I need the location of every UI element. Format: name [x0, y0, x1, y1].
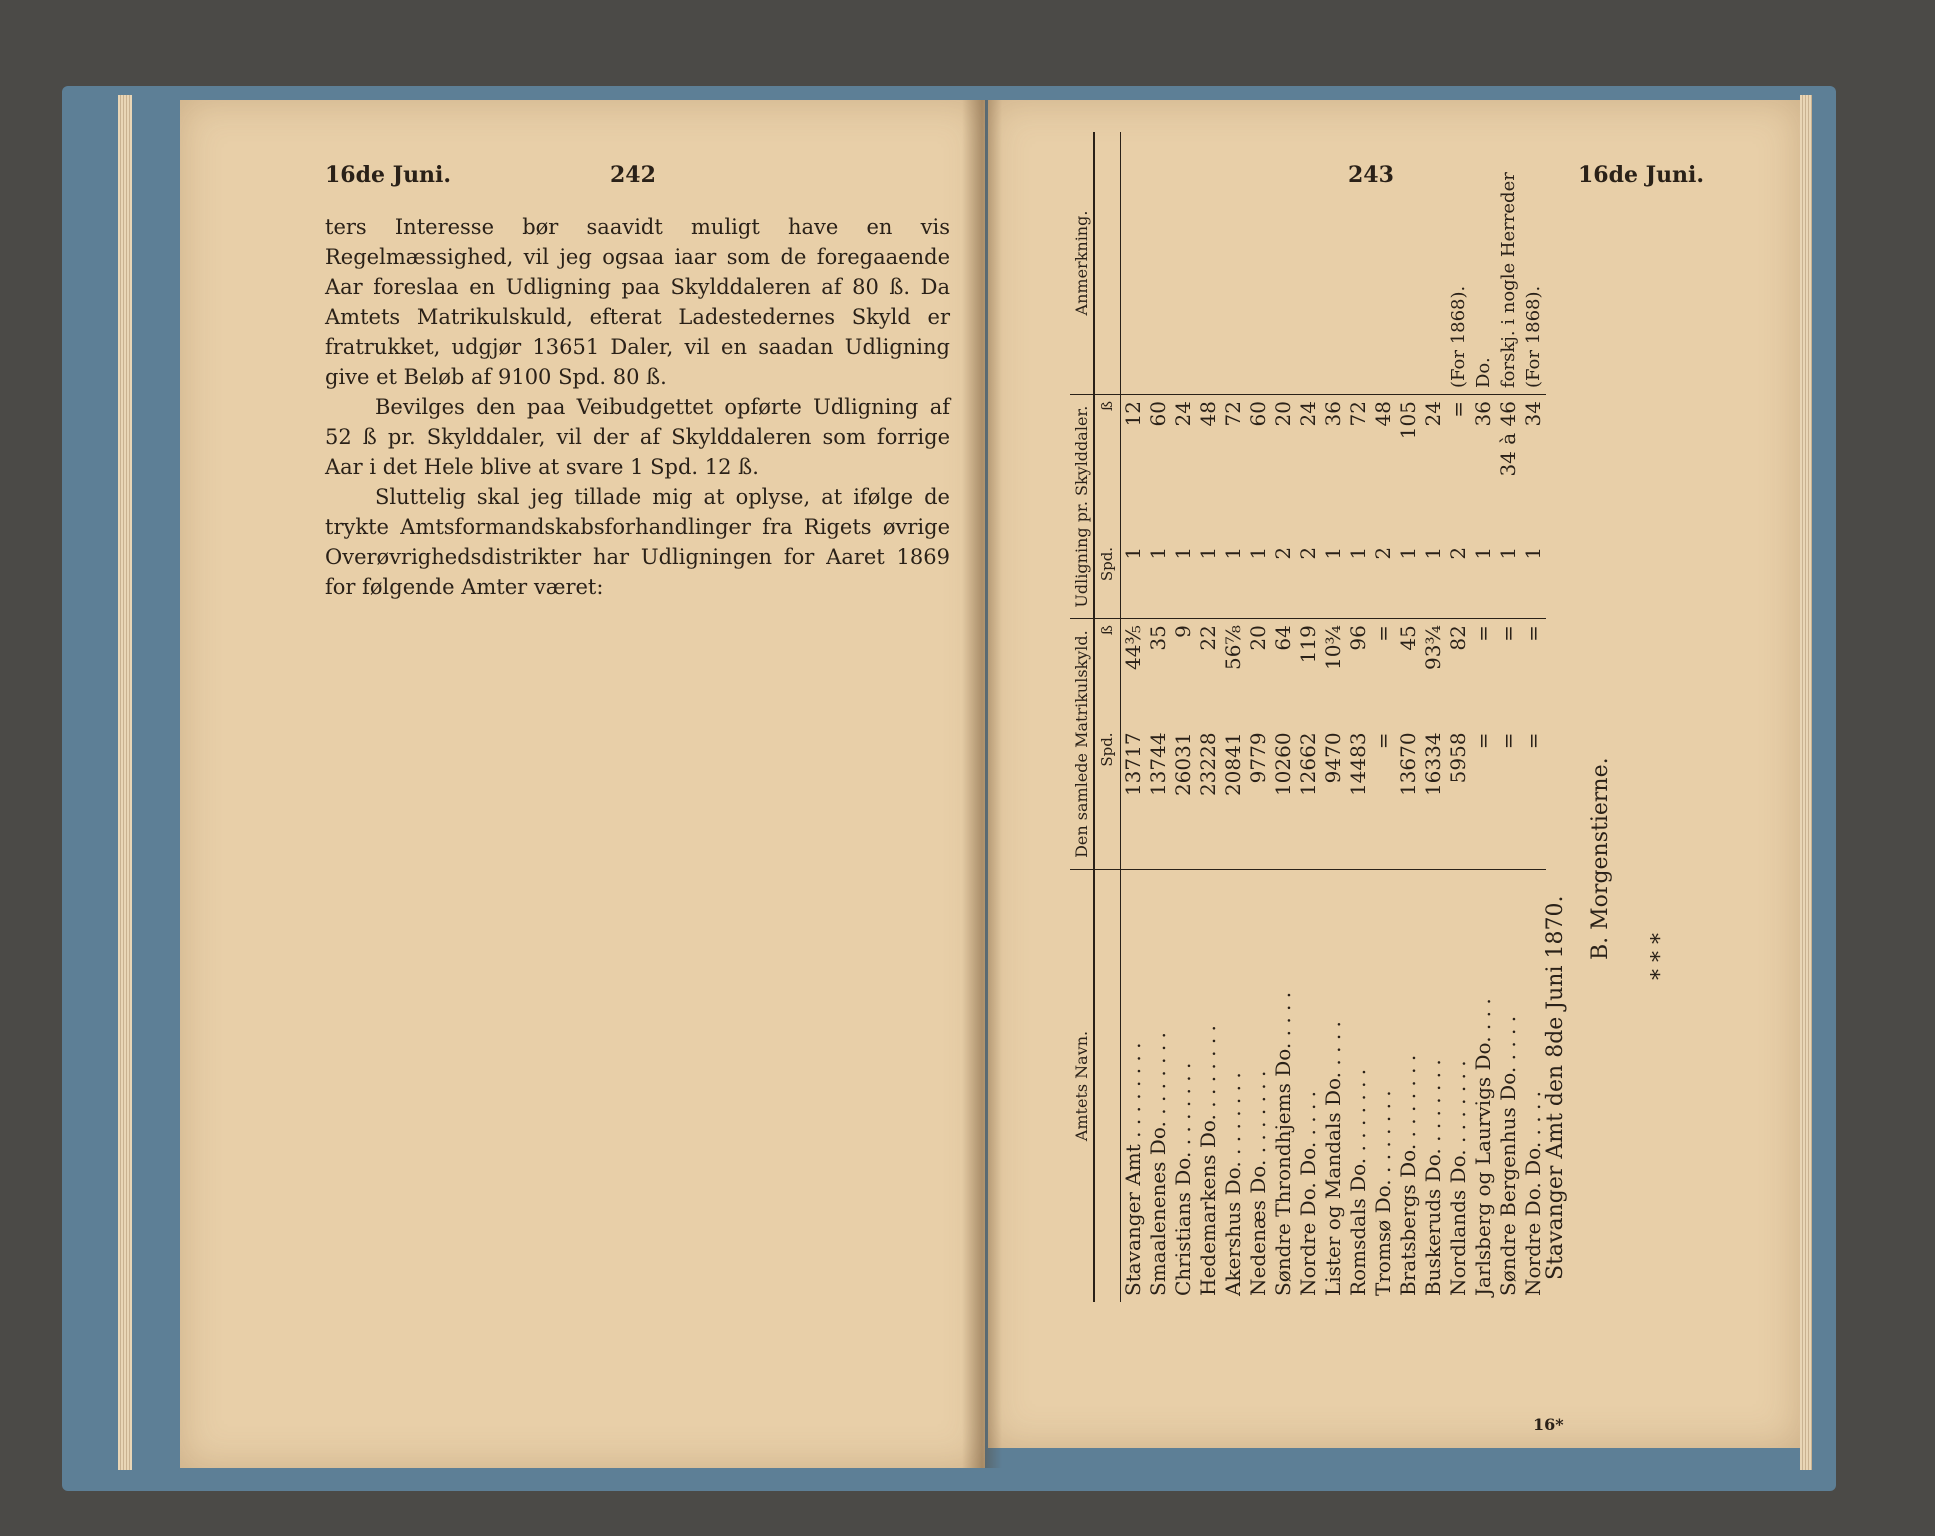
unit-cell: ß — [1094, 395, 1121, 541]
amt-name-cell: Romsdals Do. . . . . . . . — [1346, 1068, 1370, 1296]
udligning-sk-cell: 60 — [1246, 401, 1270, 427]
udligning-sk-cell: 48 — [1371, 401, 1395, 427]
right-page — [988, 100, 1800, 1448]
running-head-left: 16de Juni. — [325, 162, 452, 188]
matrikul-sk-cell: 20 — [1246, 625, 1270, 651]
udligning-spd-cell: 1 — [1246, 541, 1271, 619]
signature: B. Morgenstierne. — [1588, 757, 1613, 960]
matrikul-sk-cell: 10¾ — [1321, 625, 1345, 670]
table-row — [1246, 132, 1271, 1302]
matrikul-spd-cell: = — [1521, 726, 1546, 869]
udligning-sk-cell: 72 — [1221, 401, 1245, 427]
matrikul-sk-cell: 44⅗ — [1121, 625, 1145, 670]
amt-name-cell: Stavanger Amt . . . . . . . . — [1121, 1042, 1145, 1296]
matrikul-spd-cell: 16334 — [1421, 726, 1446, 869]
anmerkning-cell — [1346, 132, 1371, 395]
matrikul-spd-cell: 14483 — [1346, 726, 1371, 869]
matrikul-sk-cell: 22 — [1196, 625, 1220, 651]
matrikul-sk-cell: = — [1471, 625, 1495, 642]
matrikul-spd-cell: 13670 — [1396, 726, 1421, 869]
paragraph-3: Sluttelig skal jeg tillade mig at oplyse, at ifølge de trykte Amtsformandskabsforhandlinger fra Rigets øvrige Overøvrighedsdistrikter har Udligningen for Aaret 1869 for følgende Amter været: — [325, 485, 950, 599]
left-page — [180, 100, 985, 1468]
amt-name-cell: Buskeruds Do. . . . . . . . — [1421, 1059, 1445, 1296]
udligning-spd-cell: 2 — [1296, 541, 1321, 619]
matrikul-sk-cell: = — [1521, 625, 1545, 642]
udligning-spd-cell: 1 — [1396, 541, 1421, 619]
paragraph-1: ters Interesse bør saavidt muligt have en vis Regelmæssighed, vil jeg ogsaa iaar som de foregaaende Aar foreslaa en Udligning paa Skylddaleren af 80 ß. Da Amtets Matrikulskuld, efterat Ladestedernes Skyld er fratrukket, udgjør 13651 Daler, vil en saadan Udligning give et Beløb af 9100 Spd. 80 ß. — [325, 215, 950, 389]
udligning-sk-cell: 34 — [1521, 401, 1545, 427]
anmerkning-cell — [1196, 132, 1221, 395]
udligning-spd-cell: 1 — [1221, 541, 1246, 619]
amt-name-cell: Akershus Do. . . . . . . . — [1221, 1072, 1245, 1296]
udligning-table — [1070, 132, 1546, 1302]
unit-cell — [1094, 870, 1121, 1303]
amt-name-cell: Hedemarkens Do. . . . . . . . — [1196, 1025, 1220, 1296]
anmerkning-cell — [1146, 132, 1171, 395]
matrikul-spd-cell: 23228 — [1196, 726, 1221, 869]
matrikul-spd-cell: 13717 — [1121, 726, 1147, 869]
anmerkning-cell — [1296, 132, 1321, 395]
matrikul-sk-cell: 9 — [1171, 625, 1195, 638]
matrikul-sk-cell: 56⅞ — [1221, 625, 1245, 670]
matrikul-spd-cell: 12662 — [1296, 726, 1321, 869]
unit-row — [1094, 132, 1121, 1302]
udligning-sk-cell: 72 — [1346, 401, 1370, 427]
anmerkning-cell: (For 1868). — [1521, 132, 1546, 395]
matrikul-sk-cell: = — [1371, 625, 1395, 642]
amt-name-cell: Tromsø Do. . . . . . . . — [1371, 1090, 1395, 1296]
amt-name-cell: Nordre Do. Do. . . . . — [1296, 1090, 1320, 1296]
anmerkning-cell — [1121, 132, 1147, 395]
udligning-spd-cell: 1 — [1121, 541, 1147, 619]
matrikul-sk-cell: 35 — [1146, 625, 1170, 651]
amt-name-cell: Jarlsberg og Laurvigs Do. . . . — [1471, 998, 1495, 1296]
udligning-spd-cell: 1 — [1171, 541, 1196, 619]
table-row — [1471, 132, 1496, 1302]
udligning-spd-cell: 1 — [1521, 541, 1546, 619]
amt-name-cell: Nordlands Do. . . . . . . . — [1446, 1060, 1470, 1296]
matrikul-sk-cell: = — [1496, 625, 1520, 642]
table-row — [1146, 132, 1171, 1302]
udligning-spd-cell: 2 — [1271, 541, 1296, 619]
anmerkning-cell — [1421, 132, 1446, 395]
amt-name-cell: Lister og Mandals Do. . . . . — [1321, 1021, 1345, 1296]
page-signature: 16* — [1533, 1415, 1564, 1434]
amt-name-cell: Christians Do. . . . . . . . — [1171, 1062, 1195, 1296]
page-number-left: 242 — [610, 162, 656, 188]
table-row — [1121, 132, 1147, 1302]
anmerkning-cell: Do. — [1471, 132, 1496, 395]
matrikul-spd-cell: 9470 — [1321, 726, 1346, 869]
col-header-matrikulskyld: Den samlede Matrikulskyld. — [1070, 619, 1094, 870]
amt-name-cell: Smaalenenes Do. . . . . . . . — [1146, 1032, 1170, 1296]
table-row — [1321, 132, 1346, 1302]
unit-cell — [1094, 132, 1121, 395]
anmerkning-cell — [1171, 132, 1196, 395]
matrikul-sk-cell: 45 — [1396, 625, 1420, 651]
table-row — [1371, 132, 1396, 1302]
gutter-shadow — [962, 100, 1002, 1468]
matrikul-sk-cell: 96 — [1346, 625, 1370, 651]
anmerkning-cell — [1246, 132, 1271, 395]
udligning-sk-cell: 20 — [1271, 401, 1295, 427]
udligning-spd-cell: 1 — [1496, 541, 1521, 619]
amt-name-cell: Søndre Throndhjems Do. . . . . — [1271, 991, 1295, 1296]
udligning-sk-cell: 60 — [1146, 401, 1170, 427]
col-header-udligning: Udligning pr. Skylddaler. — [1070, 395, 1094, 619]
udligning-sk-cell: 34 à 46 — [1496, 401, 1520, 477]
udligning-spd-cell: 1 — [1346, 541, 1371, 619]
udligning-sk-cell: 36 — [1471, 401, 1495, 427]
paragraph-2: Bevilges den paa Veibudgettet opførte Udligning af 52 ß pr. Skylddaler, vil der af Skylddaleren som forrige Aar i det Hele blive at svare 1 Spd. 12 ß. — [325, 395, 950, 479]
table-row — [1346, 132, 1371, 1302]
matrikul-sk-cell: 93¾ — [1421, 625, 1445, 670]
table-row — [1421, 132, 1446, 1302]
matrikul-spd-cell: 26031 — [1171, 726, 1196, 869]
anmerkning-cell: (For 1868). — [1446, 132, 1471, 395]
rotated-table-area — [1070, 132, 1550, 1302]
udligning-spd-cell: 1 — [1321, 541, 1346, 619]
udligning-sk-cell: = — [1446, 401, 1470, 418]
anmerkning-cell — [1396, 132, 1421, 395]
udligning-sk-cell: 105 — [1396, 401, 1420, 440]
table-row — [1296, 132, 1321, 1302]
table-row — [1496, 132, 1521, 1302]
amt-name-cell: Nedenæs Do. . . . . . . . — [1246, 1070, 1270, 1296]
anmerkning-cell — [1371, 132, 1396, 395]
udligning-sk-cell: 36 — [1321, 401, 1345, 427]
udligning-spd-cell: 1 — [1421, 541, 1446, 619]
matrikul-spd-cell: 13744 — [1146, 726, 1171, 869]
udligning-sk-cell: 48 — [1196, 401, 1220, 427]
unit-cell: ß — [1094, 619, 1121, 727]
anmerkning-cell — [1321, 132, 1346, 395]
udligning-sk-cell: 24 — [1296, 401, 1320, 427]
matrikul-sk-cell: 119 — [1296, 625, 1320, 664]
udligning-sk-cell: 24 — [1421, 401, 1445, 427]
table-row — [1196, 132, 1221, 1302]
amt-name-cell: Nordre Do. Do. . . . . — [1521, 1090, 1545, 1296]
left-page-body — [325, 212, 950, 602]
col-header-amt: Amtets Navn. — [1070, 870, 1094, 1303]
unit-cell: Spd. — [1094, 726, 1121, 869]
unit-cell: Spd. — [1094, 541, 1121, 619]
amt-name-cell: Søndre Bergenhus Do. . . . . — [1496, 1015, 1520, 1296]
matrikul-spd-cell: = — [1496, 726, 1521, 869]
anmerkning-cell: forskj. i nogle Herreder — [1496, 132, 1521, 395]
matrikul-sk-cell: 64 — [1271, 625, 1295, 651]
table-row — [1271, 132, 1296, 1302]
col-header-anmerkning: Anmerkning. — [1070, 132, 1094, 395]
udligning-sk-cell: 24 — [1171, 401, 1195, 427]
anmerkning-cell — [1221, 132, 1246, 395]
matrikul-spd-cell: 5958 — [1446, 726, 1471, 869]
matrikul-sk-cell: 82 — [1446, 625, 1470, 651]
table-row — [1221, 132, 1246, 1302]
running-head-right: 16de Juni. — [1578, 162, 1705, 188]
udligning-spd-cell: 1 — [1146, 541, 1171, 619]
ornament-stars: * * * — [1648, 933, 1673, 980]
matrikul-spd-cell: 10260 — [1271, 726, 1296, 869]
udligning-spd-cell: 2 — [1371, 541, 1396, 619]
page-number-right: 243 — [1348, 162, 1394, 188]
udligning-sk-cell: 12 — [1121, 401, 1145, 427]
matrikul-spd-cell: = — [1471, 726, 1496, 869]
amt-name-cell: Bratsbergs Do. . . . . . . . — [1396, 1054, 1420, 1296]
table-row — [1171, 132, 1196, 1302]
table-row — [1446, 132, 1471, 1302]
udligning-spd-cell: 1 — [1471, 541, 1496, 619]
table-row — [1396, 132, 1421, 1302]
closing-line: Stavanger Amt den 8de Juni 1870. — [1543, 895, 1568, 1280]
udligning-spd-cell: 2 — [1446, 541, 1471, 619]
matrikul-spd-cell: 20841 — [1221, 726, 1246, 869]
udligning-spd-cell: 1 — [1196, 541, 1221, 619]
matrikul-spd-cell: 9779 — [1246, 726, 1271, 869]
anmerkning-cell — [1271, 132, 1296, 395]
page-edges-left — [118, 95, 132, 1470]
page-edges-right — [1800, 95, 1812, 1470]
matrikul-spd-cell: = — [1371, 726, 1396, 869]
